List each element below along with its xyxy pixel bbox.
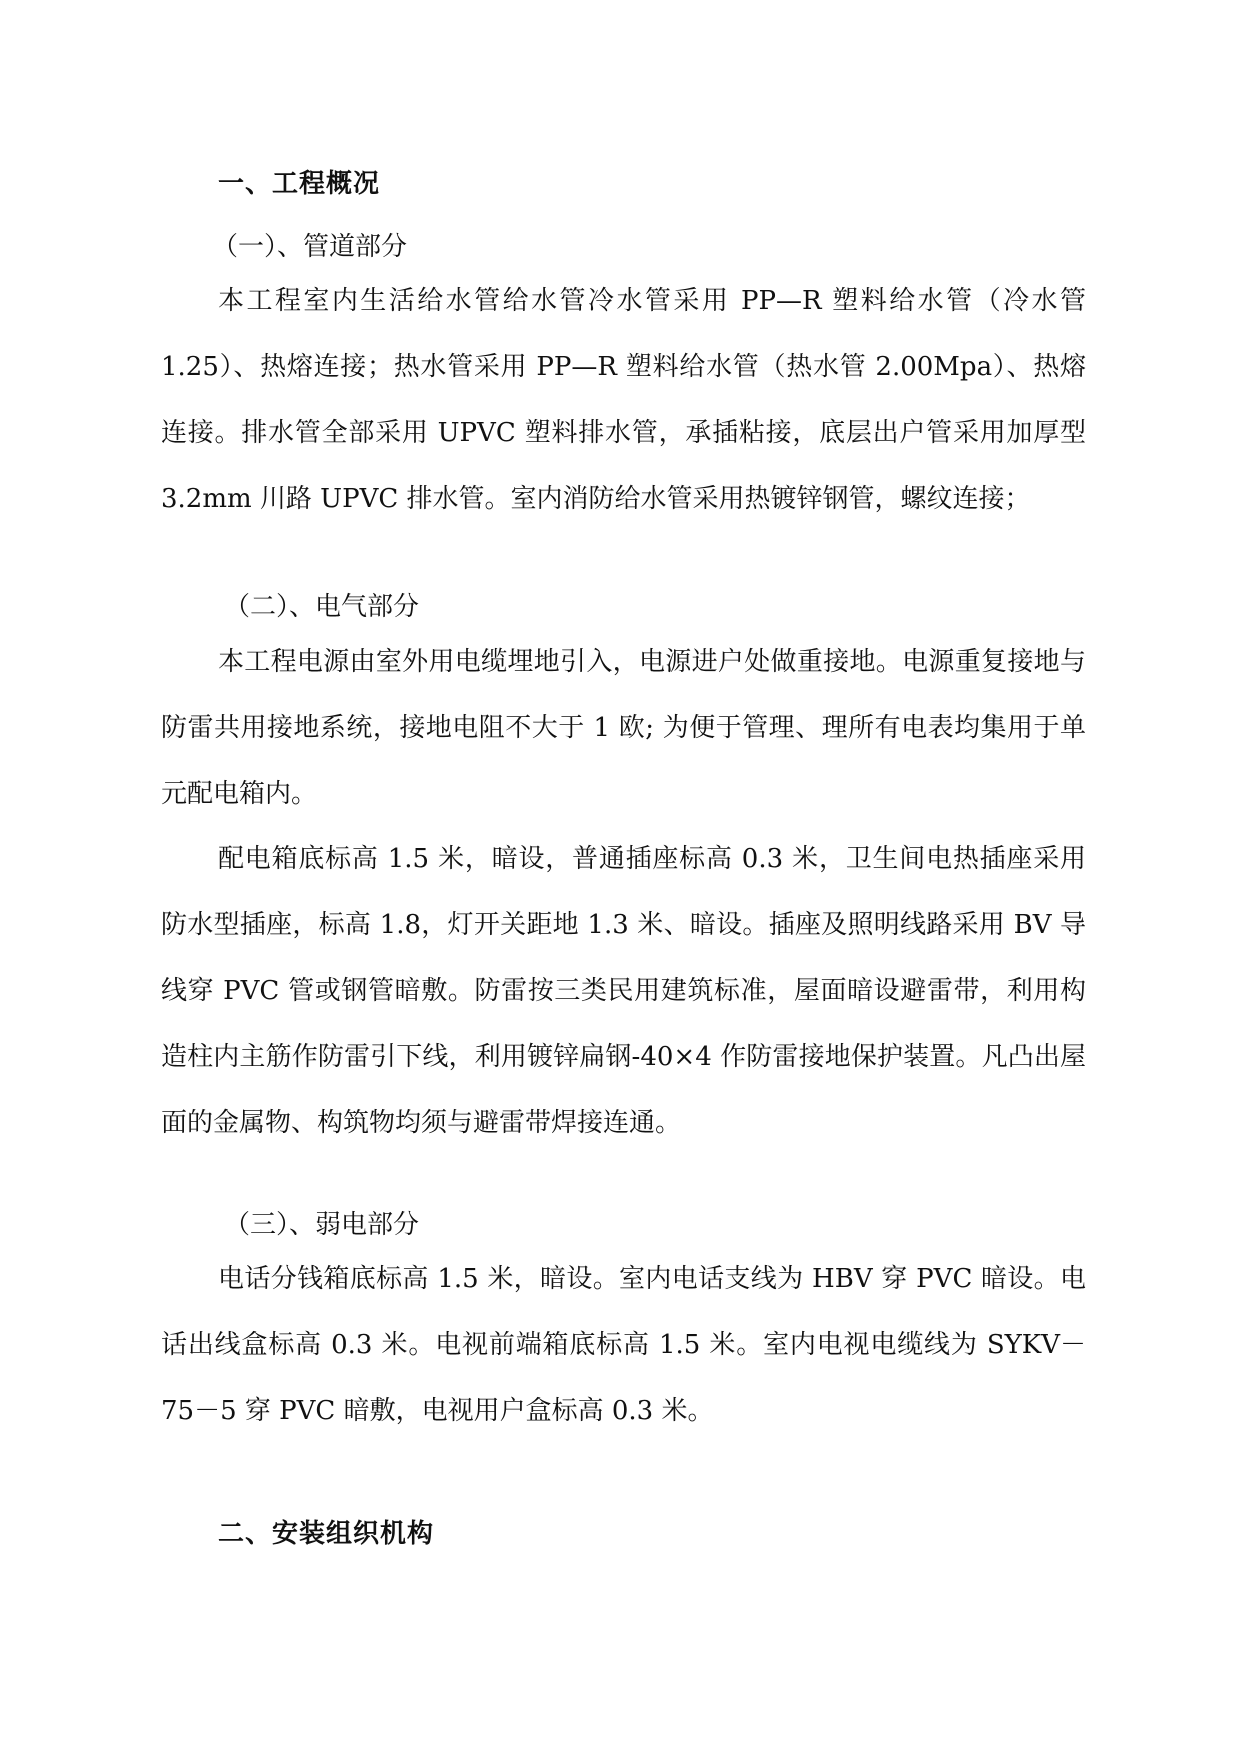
paragraph-low-voltage: 电话分钱箱底标高 1.5 米，暗设。室内电话支线为 HBV 穿 PVC 暗设。电话出线盒标高 0.3 米。电视前端箱底标高 1.5 米。室内电视电缆线为 SYKV－75－5 穿 PVC 暗敷，电视用户盒标高 0.3 米。 [161, 1264, 1086, 1426]
subsection-heading-pipes: （一）、管道部分 [212, 232, 408, 262]
subsection-heading-low-voltage: （三）、弱电部分 [224, 1210, 420, 1240]
paragraph-electrical-power: 本工程电源由室外用电缆埋地引入，电源进户处做重接地。电源重复接地与防雷共用接地系统，接地电阻不大于 1 欧; 为便于管理、理所有电表均集用于单元配电箱内。 [161, 647, 1086, 809]
section-heading-project-overview: 一、工程概况 [218, 169, 381, 199]
paragraph-electrical-details: 配电箱底标高 1.5 米，暗设，普通插座标高 0.3 米，卫生间电热插座采用防水型插座，标高 1.8，灯开关距地 1.3 米、暗设。插座及照明线路采用 BV 导线穿 PVC 管或钢管暗敷。防雷按三类民用建筑标准，屋面暗设避雷带，利用构造柱内主筋作防雷引下线，利用镀锌扁钢-40×4 作防雷接地保护装置。凡凸出屋面的金属物、构筑物均须与避雷带焊接连通。 [161, 844, 1086, 1138]
section-heading-installation-organization: 二、安装组织机构 [218, 1519, 435, 1549]
subsection-heading-electrical: （二）、电气部分 [224, 592, 420, 622]
paragraph-pipes: 本工程室内生活给水管给水管冷水管采用 PP—R 塑料给水管（冷水管 1.25）、热熔连接；热水管采用 PP—R 塑料给水管（热水管 2.00Mpa）、热熔连接。排水管全部采用 UPVC 塑料排水管，承插粘接，底层出户管采用加厚型 3.2mm 川路 UPVC 排水管。室内消防给水管采用热镀锌钢管，螺纹连接； [161, 286, 1086, 514]
